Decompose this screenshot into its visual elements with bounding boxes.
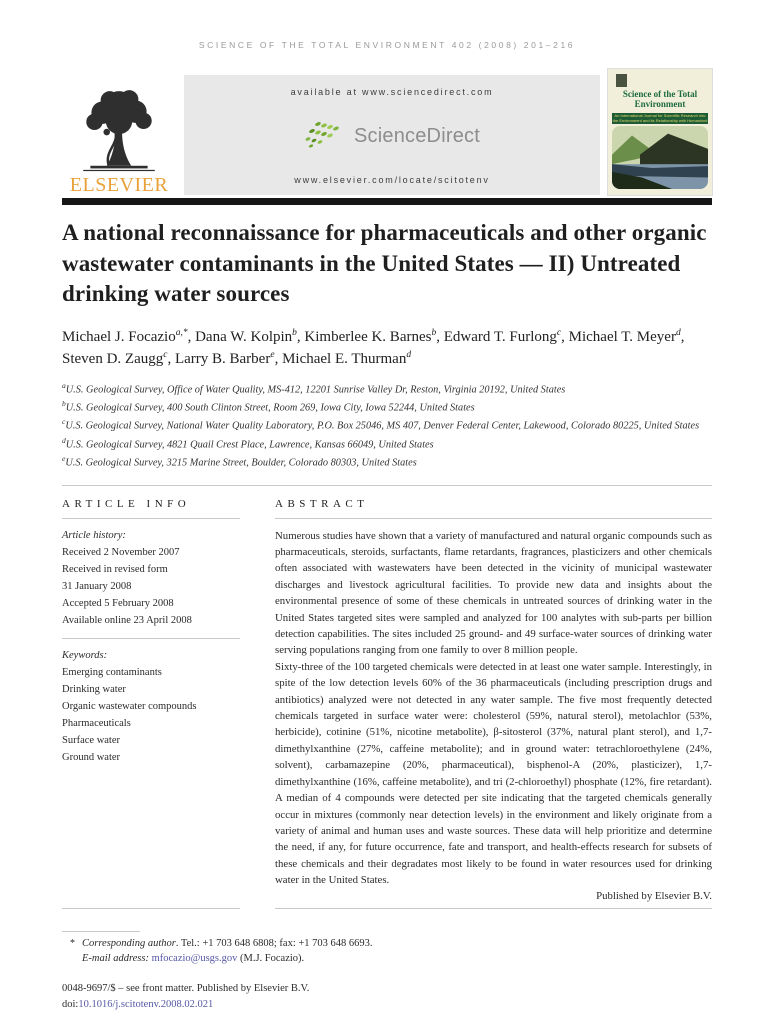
rule xyxy=(275,908,712,909)
affiliation-line: $^a$U.S. Geological Survey, Office of Water Quality, MS-412, 12201 Sunrise Valley Dr, Reston, Virginia 20192, United States xyxy=(62,380,566,396)
history-line: Available online 23 April 2008 xyxy=(62,614,192,626)
elsevier-tree-icon xyxy=(73,87,165,173)
email-link[interactable]: mfocazio@usgs.gov xyxy=(151,953,238,965)
cover-title: Science of the Total Environment xyxy=(622,89,698,110)
sciencedirect-wordmark: ScienceDirect xyxy=(354,124,480,147)
abstract-paragraph: Sixty-three of the 100 targeted chemicals were detected in at least one water sample. Interestingly, in spite of the low detection levels 60% of the 36 pharmaceuticals (including prescription drugs and antibiotics) analyzed were not detected in any water sample. The five most frequently detected chemicals targeted in surface water were: cholesterol (59%, natural sterol), metolachlor (53%, herbicide), cotinine (51%, nicotine metabolite), β-sitosterol (37%, natural plant sterol), and 1,7-dimethylxanthine (27%, caffeine metabolite); and in ground water: tetrachloroethylene (24%, solvent), carbamazepine (20%, pharmaceutical), bisphenol-A (20%, plasticizer), 1,7-dimethylxanthine (16%, caffeine metabolite), and tri (2-chloroethyl) phosphate (12%, fire retardant). A median of 4 compounds were detected per site indicating that the targeted chemicals generally occur in mixtures (commonly near detection levels) in the environment and likely originate from a variety of animal and human uses and waste sources. These data will help prioritize and determine the need, if any, for future occurrence, fate and transport, and health-effects research for subsets of these chemicals and their degradates most likely to be found in water resources used for drinking water in the United States. xyxy=(275,660,712,887)
doi-link[interactable]: 10.1016/j.scitotenv.2008.02.021 xyxy=(78,998,214,1010)
affiliations xyxy=(62,380,712,472)
keyword: Surface water xyxy=(62,734,121,746)
rule xyxy=(275,518,712,519)
two-column-body xyxy=(62,486,712,909)
authors-line xyxy=(62,326,712,371)
rule xyxy=(62,638,240,639)
cover-subtitle: An International Journal for Scientific Research into the Environment and its Relationship with Humankind xyxy=(612,113,708,123)
author-superscript: c xyxy=(163,350,168,361)
sciencedirect-banner xyxy=(184,75,600,195)
author: Edward T. Furlong$^c$, xyxy=(443,327,569,345)
keywords-block xyxy=(62,647,240,766)
affiliation-line: $^c$U.S. Geological Survey, National Water Quality Laboratory, P.O. Box 25046, MS 407, Denver Federal Center, Lakewood, Colorado 80225, United States xyxy=(62,417,700,432)
keywords-label: Keywords: xyxy=(62,649,108,661)
affiliation-line: $^b$U.S. Geological Survey, 400 South Clinton Street, Room 269, Iowa City, Iowa 52244, United States xyxy=(62,399,475,414)
history-line: Received in revised form xyxy=(62,563,168,575)
article-info-column xyxy=(62,486,240,909)
rule xyxy=(62,908,240,909)
keyword: Pharmaceuticals xyxy=(62,717,131,729)
cover-landscape-image xyxy=(612,126,708,189)
keyword: Organic wastewater compounds xyxy=(62,700,197,712)
article-history-label: Article history: xyxy=(62,529,126,541)
author: Steven D. Zaugg$^c$, xyxy=(62,350,175,368)
author: Michael E. Thurman$^d$ xyxy=(282,350,412,368)
author-superscript: c xyxy=(556,327,562,338)
article-title: A national reconnaissance for pharmaceuticals and other organic wastewater contaminants in the United States — II) Untreated drinking water sources xyxy=(62,220,707,307)
history-line: Received 2 November 2007 xyxy=(62,546,180,558)
publisher-attribution: Published by Elsevier B.V. xyxy=(596,889,712,902)
author: Dana W. Kolpin$^b$, xyxy=(195,327,305,345)
elsevier-wordmark: ELSEVIER xyxy=(69,174,169,196)
affiliation-line: $^d$U.S. Geological Survey, 4821 Quail Crest Place, Lawrence, Kansas 66049, United States xyxy=(62,435,434,451)
author-superscript: b xyxy=(292,327,297,338)
article-history xyxy=(62,527,240,629)
author: Larry B. Barber$^e$, xyxy=(174,350,283,368)
sciencedirect-seeds-icon xyxy=(304,118,348,155)
email-note: E-mail address: mfocazio@usgs.gov (M.J. Focazio). xyxy=(82,953,305,965)
author-superscript: b xyxy=(431,327,437,338)
footnote-rule xyxy=(62,931,140,932)
doi-line: doi:10.1016/j.scitotenv.2008.02.021 xyxy=(62,998,214,1010)
abstract-paragraph: Numerous studies have shown that a variety of manufactured and natural organic compounds such as pharmaceuticals, steroids, surfactants, flame retardants, fragrances, plasticizers and other chemicals often associated with wastewaters have been detected in the vicinity of municipal wastewater discharges and livestock agricultural facilities. To provide new data and insights about the environmental presence of some of these chemicals in untreated sources of drinking water in the United States targeted sites were sampled and analyzed for 100 analytes with sub-parts per billion detection capabilities. The sites included 25 ground- and 49 surface-water sources of drinking water serving populations ranging from one family to over 8 million people. xyxy=(275,529,712,657)
author-superscript: e xyxy=(270,350,275,361)
abstract-column xyxy=(275,486,712,909)
affiliation-line: $^e$U.S. Geological Survey, 3215 Marine Street, Boulder, Colorado 80303, United States xyxy=(62,454,417,469)
author: Michael T. Meyer$^d$, xyxy=(568,327,685,345)
imprint-block xyxy=(62,981,712,1013)
author: Kimberlee K. Barnes$^b$, xyxy=(304,327,444,345)
keyword: Drinking water xyxy=(62,683,126,695)
elsevier-logo xyxy=(62,71,176,195)
separator-bar xyxy=(62,198,712,205)
footnote-block xyxy=(62,931,712,968)
footnote-marker: * xyxy=(70,937,75,949)
corresponding-author-note: * Corresponding author. Tel.: +1 703 648 6808; fax: +1 703 648 6693. xyxy=(70,937,373,949)
sciencedirect-logo xyxy=(304,118,480,155)
rule xyxy=(62,518,240,519)
abstract-heading: ABSTRACT xyxy=(275,497,369,510)
publisher-header xyxy=(62,71,712,195)
keyword: Ground water xyxy=(62,751,121,763)
author-superscript: d xyxy=(406,350,412,361)
journal-issue-line: SCIENCE OF THE TOTAL ENVIRONMENT 402 (2008) 201–216 xyxy=(198,40,576,50)
available-at-text: available at www.sciencedirect.com xyxy=(290,87,494,97)
history-line: 31 January 2008 xyxy=(62,580,132,592)
keyword: Emerging contaminants xyxy=(62,666,162,678)
article-info-heading: ARTICLE INFO xyxy=(62,497,191,510)
issn-line: 0048-9697/$ – see front matter. Published by Elsevier B.V. xyxy=(62,983,310,995)
abstract-text xyxy=(275,528,712,889)
cover-stamp-icon xyxy=(616,74,627,87)
journal-cover-thumbnail xyxy=(608,69,712,195)
author-superscript: d xyxy=(675,327,681,338)
elsevier-url-text: www.elsevier.com/locate/scitotenv xyxy=(294,175,490,185)
history-line: Accepted 5 February 2008 xyxy=(62,597,174,609)
author-superscript: a,* xyxy=(175,327,188,338)
author: Michael J. Focazio$^{a,*}$, xyxy=(62,327,196,345)
